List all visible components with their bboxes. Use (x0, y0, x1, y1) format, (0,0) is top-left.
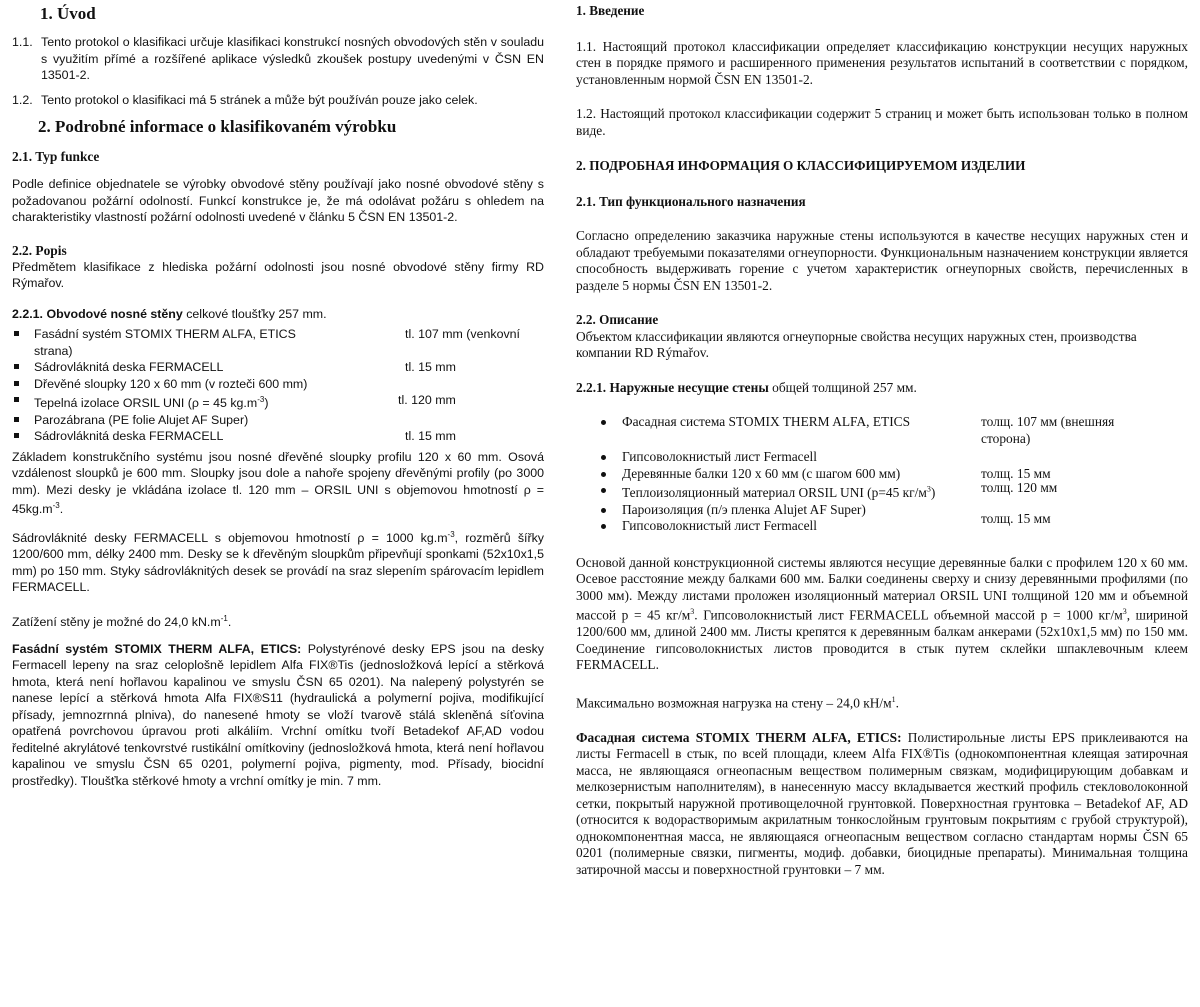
list-item (12, 359, 544, 376)
layer-name (622, 485, 935, 500)
superscript: 3 (926, 485, 931, 494)
layer-name: Фасадная система STOMIX THERM ALFA, ETICS (622, 414, 911, 429)
list-item (12, 376, 544, 393)
heading-2-2-1-bold: 2.2.1. Obvodové nosné stěny (12, 306, 183, 321)
list-item (12, 392, 544, 412)
para-1-2 (12, 92, 544, 109)
heading-uvod: 1. Úvod (40, 4, 96, 23)
para-text: . (227, 615, 232, 629)
layer-name-cont: strana) (34, 343, 73, 358)
layer-name: Dřevěné sloupky 120 x 60 mm (v rozteči 600 mm) (34, 376, 308, 391)
bullet-icon (601, 508, 606, 513)
layer-thickness: tl. 15 mm (405, 429, 456, 444)
para-base (12, 449, 544, 518)
para-2-1-ru: Согласно определению заказчика наружные стены используются в качестве несущих наружных стен и обладают требуемыми показателями огнеупорности. Функциональным назначением конструкции является способность выдерживать горение с учетом характеристик огнеупорных свойств, перечисленных в разделе 5 нормы ČSN EN 13501-2. (576, 228, 1188, 293)
layer-name-text: ) (930, 485, 936, 501)
superscript: 1 (891, 694, 896, 704)
layer-name: Fasádní systém STOMIX THERM ALFA, ETICS (34, 327, 296, 341)
layer-list-ru (576, 414, 1188, 535)
bullet-icon (14, 331, 19, 336)
bullet-icon (601, 472, 606, 477)
layer-name: Parozábrana (PE folie Alujet AF Super) (34, 412, 249, 427)
para-text: , шириной 1200/600 мм, длиной 2400 мм. Листы крепятся к деревянным балкам анкерами (52x10x1,5 мм) по 150 мм. Соединение гипсоволокнистых листов проводится в стык путем склейки шпаклевочным клеем FERMACELL. (576, 607, 1188, 673)
layer-name-text: Tepelná izolace ORSIL UNI (ρ = 45 kg.m (34, 396, 258, 411)
para-text: Основой данной конструкционной системы являются несущие деревянные балки с профилем 120 x 60 мм. Осевое расстояние между балками 600 мм. Балки соединены сверху и снизу деревянными профилями (по 3000 мм). Между листами проложен изоляционный материал ORSIL UNI толщиной 120 мм и объемной массой p = 45 кг/м (576, 554, 1188, 623)
para-text: Максимально возможная нагрузка на стену – 24,0 кН/м (576, 695, 892, 711)
para-bold-lead: Фасадная система STOMIX THERM ALFA, ETICS: (576, 729, 902, 745)
list-item (12, 428, 544, 445)
heading-podrobne: 2. Podrobné informace o klasifikovaném výrobku (38, 117, 397, 136)
para-text: . (895, 695, 899, 711)
para-number: 1.2. (12, 92, 33, 107)
layer-thickness: толщ. 107 мм (внешняя сторона) (981, 414, 1115, 446)
list-item (576, 465, 1051, 483)
layer-name: Пароизоляция (п/э пленка Alujet AF Super) (622, 501, 866, 517)
layer-name-text: ) (264, 396, 269, 411)
list-item (12, 412, 544, 429)
para-text: Sádrovláknité desky FERMACELL s objemovou hmotností ρ = 1000 kg.m (12, 530, 448, 545)
para-load-ru (576, 692, 1188, 712)
para-2-2-ru: Объектом классификации являются огнеупорные свойства несущих наружных стен, производства компании RD Rýmařov. (576, 328, 1137, 360)
para-2-1: Podle definice objednatele se výrobky obvodové stěny používají jako nosné obvodové stěny s požadovanou požární odolností. Funkcí konstrukce je, že má odolávat požáru s ohledem na charakteristiky vlastností požární odolnosti uvedené v článku 5 ČSN EN 13501-2. (12, 177, 544, 224)
para-text: Tento protokol o klasifikaci má 5 stránek a může být používán pouze jako celek. (41, 92, 478, 107)
bullet-icon (601, 488, 606, 493)
list-item (576, 449, 952, 466)
layer-thickness: толщ. 15 мм (981, 465, 1051, 481)
para-base-ru (576, 555, 1188, 674)
heading-vvedenie: 1. Введение (576, 3, 645, 18)
superscript: -3 (447, 529, 455, 539)
heading-tip-funkcii: 2.1. Тип функционального назначения (576, 193, 806, 209)
para-2-2: Předmětem klasifikace z hlediska požární odolnosti jsou nosné obvodové stěny firmy RD Rýmařov. (12, 259, 544, 290)
bullet-icon (14, 381, 19, 386)
para-text: Polystyrénové desky EPS jsou na desky Fermacell lepeny na sraz celoplošně lepidlem Alfa FIX®Tis (jednosložková lepící a stěrková hmota, která není hořlavou kapalinou ve smyslu ČSN 65 0201). Na nalepený polystyrén se nanese lepící a stěrková hmota Alfa FIX®S11 (hydraulická a polymerní pojiva, modifikující přísady, jemnozrnná plniva), do nanesené hmoty se vloží tvarově stálá skleněná síťovina opatřená povrchovou úpravou proti alkáliím. Vrchní omítku tvoří Betadekof AF,AD vodou ředitelné akrylátové tenkovrstvé rustikální omítkoviny (jednosložková hmota, která není hořlavou kapalinou ve smyslu ČSN 65 0201, polymerní pojiva, pigmenty, mod. Přísady, biocidní prostředky). Tloušťka stěrkové hmoty a vrchní omítky je min. 7 mm. (12, 641, 545, 788)
layer-name-text: Теплоизоляционный материал ORSIL UNI (p=45 кг/м (622, 485, 927, 501)
heading-typ-funkce: 2.1. Typ funkce (12, 149, 100, 164)
heading-2-2-1 (12, 306, 544, 323)
layer-name: Гипсоволокнистый лист Fermacell (622, 518, 818, 534)
heading-2-2-1-ru-bold: 2.2.1. Наружные несущие стены (576, 379, 769, 395)
list-item (12, 326, 544, 343)
para-text: Tento protokol o klasifikaci určuje klasifikaci konstrukcí nosných obvodových stěn v souladu s využitím přímé a rozšířené aplikace výsledků zkoušek postupy uvedenými v ČSN EN 13501-2. (41, 35, 544, 82)
para-bold-lead: Fasádní systém STOMIX THERM ALFA, ETICS: (12, 641, 302, 656)
para-fasadnaya-sistema (576, 730, 1188, 879)
para-load (12, 611, 544, 631)
para-1-2-ru: 1.2. Настоящий протокол классификации содержит 5 страниц и может быть использован только в полном виде. (576, 106, 1188, 138)
para-text: . Гипсоволокнистый лист FERMACELL объемной массой p = 1000 кг/м (694, 607, 1123, 623)
list-item-continuation (12, 343, 544, 360)
layer-thickness: толщ. 120 мм (981, 480, 1058, 495)
superscript: -3 (257, 395, 265, 404)
para-text: Полистирольные листы EPS приклеиваются на листы Fermacell в стык, по всей площади, клеем Alfa FIX®Tis (однокомпонентная клеящая затирочная масса, не являющаяся огнеопасным веществом полимерным связкам, модифицирующим добавкам и мелкозернистым наполнителям), в нанесенную массу вкладывается жесткий профиль стекловолоконной сетки, покрытый наружной противощелочной грунтовкой. Поверхностная грунтовка – Betadekof AF, AD (относится к водорастворимым акрилатным тонкослойным грунтовым покрытиям с грубой структурой), однокомпонентная масса, не являющаяся огнеопасным веществом согласно стандартам нормы ČSN 65 0201 (полимерные связки, пигменты, модиф. добавки, биоцидные препараты). Минимальная толщина затирочной массы и поверхностной грунтовки – 7 мм. (576, 729, 1188, 877)
layer-name: Гипсоволокнистый лист Fermacell (622, 449, 818, 464)
para-fasadni-system (12, 641, 544, 790)
layer-name (34, 396, 268, 410)
czech-column (12, 0, 544, 789)
superscript: 3 (690, 607, 695, 617)
bullet-icon (14, 433, 19, 438)
heading-2-2-1-rest: celkové tloušťky 257 mm. (182, 306, 327, 321)
layer-thickness: tl. 15 mm (405, 360, 456, 374)
para-text: Základem konstrukčního systému jsou nosné dřevěné sloupky profilu 120 x 60 mm. Osová vzdálenost sloupků je 600 mm. Sloupky jsou dole a nahoře spojeny dřevěnými profily (po 3000 mm). Mezi desky je vkládána izolace tl. 120 mm – ORSIL UNI s objemovou hmotností ρ = 45kg.m (12, 449, 544, 517)
list-item (576, 502, 952, 519)
bullet-icon (14, 397, 19, 402)
superscript: 3 (1122, 607, 1127, 617)
heading-2-2-1-ru-rest: общей толщиной 257 мм. (768, 379, 917, 395)
para-text: Zatížení stěny je možné do 24,0 kN.m (12, 615, 221, 629)
list-item (576, 511, 1051, 535)
bullet-icon (601, 524, 606, 529)
para-text: , rozměrů šířky 1200/600 mm, délky 2400 mm. Desky se k dřevěným sloupkům připevňují sponkami (52x10x1,5 mm) po 150 mm. Styky sádrovláknitých desek se provádí na sraz slepením spárovacím lepidlem FERMACELL. (12, 530, 544, 595)
list-item (576, 414, 1115, 449)
bullet-icon (14, 364, 19, 369)
layer-list (12, 326, 544, 445)
heading-opisanie: 2.2. Описание (576, 312, 659, 327)
russian-column (576, 0, 1188, 878)
layer-thickness: tl. 107 mm (venkovní (405, 327, 521, 341)
heading-2-2-1-ru (576, 380, 1188, 397)
para-1-1-ru: 1.1. Настоящий протокол классификации определяет классификацию конструкции несущих наружных стен в порядке прямого и расширенного применения результатов испытаний в соответствии с порядком, установленным нормой ČSN EN 13501-2. (576, 38, 1188, 87)
bullet-icon (601, 420, 606, 425)
para-1-1 (12, 34, 544, 84)
para-fermacell (12, 527, 544, 596)
layer-thickness: толщ. 15 мм (981, 511, 1051, 527)
superscript: -1 (220, 613, 228, 623)
layer-name: Деревянные балки 120 x 60 мм (с шагом 600 мм) (622, 465, 901, 481)
bullet-icon (601, 455, 606, 460)
layer-name: Sádrovláknitá deska FERMACELL (34, 429, 224, 444)
superscript: -3 (52, 501, 60, 511)
list-item (576, 480, 1058, 502)
layer-thickness: tl. 120 mm (398, 393, 456, 407)
para-number: 1.1. (12, 35, 33, 49)
heading-popis: 2.2. Popis (12, 242, 67, 258)
bullet-icon (14, 417, 19, 422)
heading-podrobnaya: 2. ПОДРОБНАЯ ИНФОРМАЦИЯ О КЛАССИФИЦИРУЕМОМ ИЗДЕЛИИ (576, 158, 1026, 173)
layer-name: Sádrovláknitá deska FERMACELL (34, 360, 224, 374)
para-text: . (59, 502, 64, 517)
